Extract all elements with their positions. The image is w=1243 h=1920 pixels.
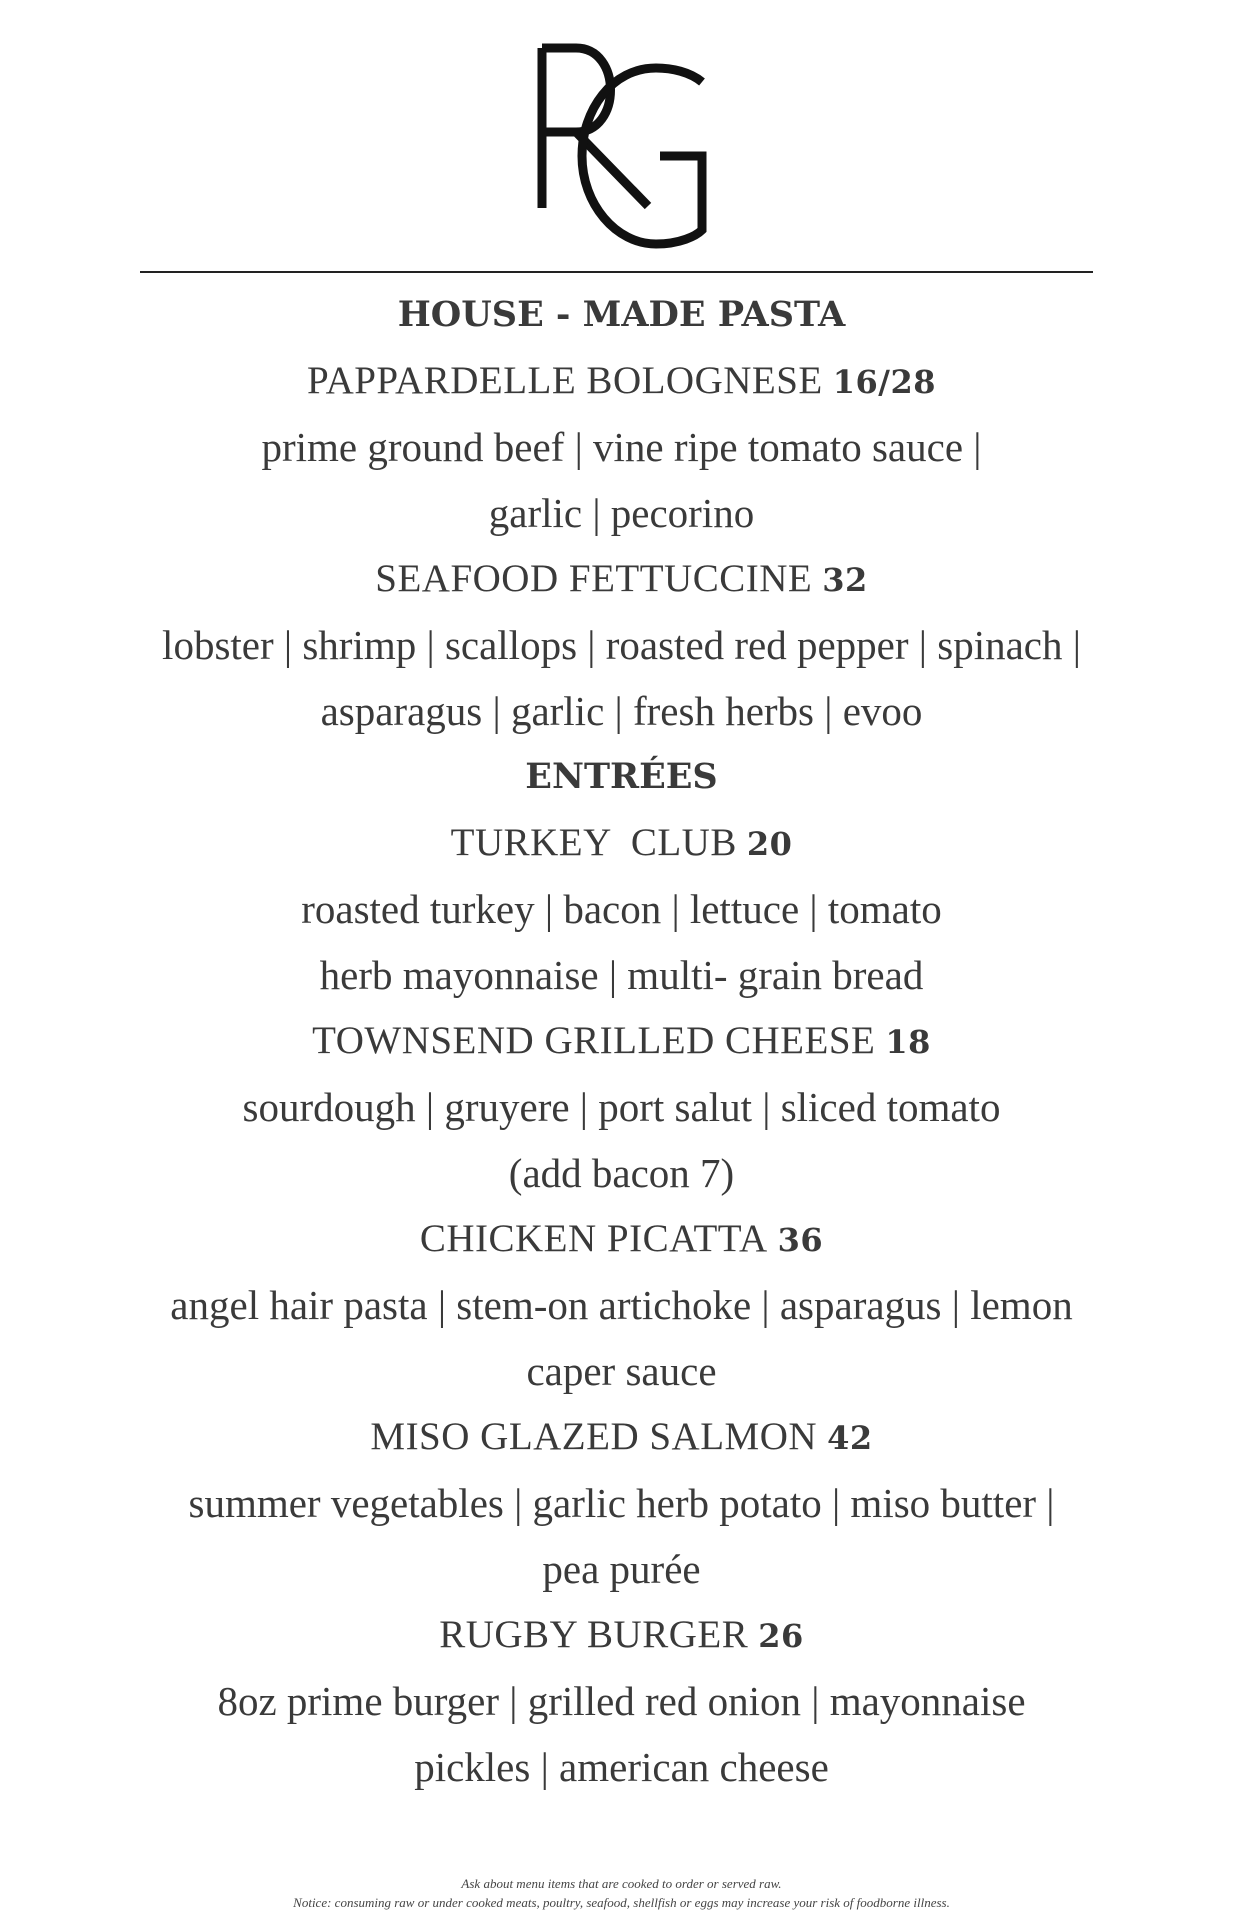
item-name: PAPPARDELLE BOLOGNESE [306, 359, 823, 402]
item-name: TURKEY CLUB [450, 821, 737, 864]
menu-item-title [0, 1404, 1243, 1470]
item-description: herb mayonnaise | multi- grain bread [319, 952, 924, 998]
item-description: angel hair pasta | stem-on artichoke | asparagus | lemon [170, 1282, 1073, 1328]
menu-item-title [0, 810, 1243, 876]
item-description: caper sauce [526, 1348, 717, 1394]
item-price: 16/28 [832, 363, 937, 401]
rg-monogram-icon [530, 38, 730, 253]
item-name: SEAFOOD FETTUCCINE [375, 557, 813, 600]
item-price: 20 [746, 825, 793, 863]
menu-item-title [0, 1206, 1243, 1272]
footer-line-1: Ask about menu items that are cooked to order or served raw. [461, 1876, 782, 1891]
item-description: (add bacon 7) [508, 1150, 735, 1196]
menu-item-title [0, 546, 1243, 612]
section-heading-entrees: ENTRÉES [525, 756, 718, 797]
menu-item-title [0, 1602, 1243, 1668]
rg-monogram-logo [530, 38, 730, 253]
item-description: pea purée [542, 1546, 701, 1592]
item-name: TOWNSEND GRILLED CHEESE [312, 1019, 876, 1062]
item-price: 32 [822, 561, 868, 599]
header-divider [140, 271, 1093, 273]
menu-item-title [0, 348, 1243, 414]
item-description: sourdough | gruyere | port salut | sliced tomato [242, 1084, 1001, 1130]
item-description: roasted turkey | bacon | lettuce | tomato [301, 886, 942, 932]
item-name: CHICKEN PICATTA [419, 1217, 768, 1260]
menu-body [0, 282, 1243, 1800]
item-price: 26 [758, 1617, 804, 1655]
section-heading-pasta: HOUSE - MADE PASTA [397, 294, 846, 335]
item-name: MISO GLAZED SALMON [370, 1415, 818, 1458]
item-price: 36 [777, 1221, 824, 1259]
footer-notice [0, 1874, 1243, 1912]
item-description: garlic | pecorino [488, 490, 755, 536]
item-description: asparagus | garlic | fresh herbs | evoo [320, 688, 923, 734]
item-description: pickles | american cheese [414, 1744, 829, 1790]
item-price: 42 [827, 1419, 873, 1457]
item-description: 8oz prime burger | grilled red onion | mayonnaise [217, 1678, 1026, 1724]
item-price: 18 [885, 1023, 931, 1061]
footer-line-2: Notice: consuming raw or under cooked meats, poultry, seafood, shellfish or eggs may increase your risk of foodborne illness. [293, 1895, 950, 1910]
menu-item-title [0, 1008, 1243, 1074]
item-description: summer vegetables | garlic herb potato | miso butter | [188, 1480, 1055, 1526]
item-description: lobster | shrimp | scallops | roasted red pepper | spinach | [162, 622, 1081, 668]
item-name: RUGBY BURGER [439, 1613, 749, 1656]
item-description: prime ground beef | vine ripe tomato sauce | [261, 424, 982, 470]
